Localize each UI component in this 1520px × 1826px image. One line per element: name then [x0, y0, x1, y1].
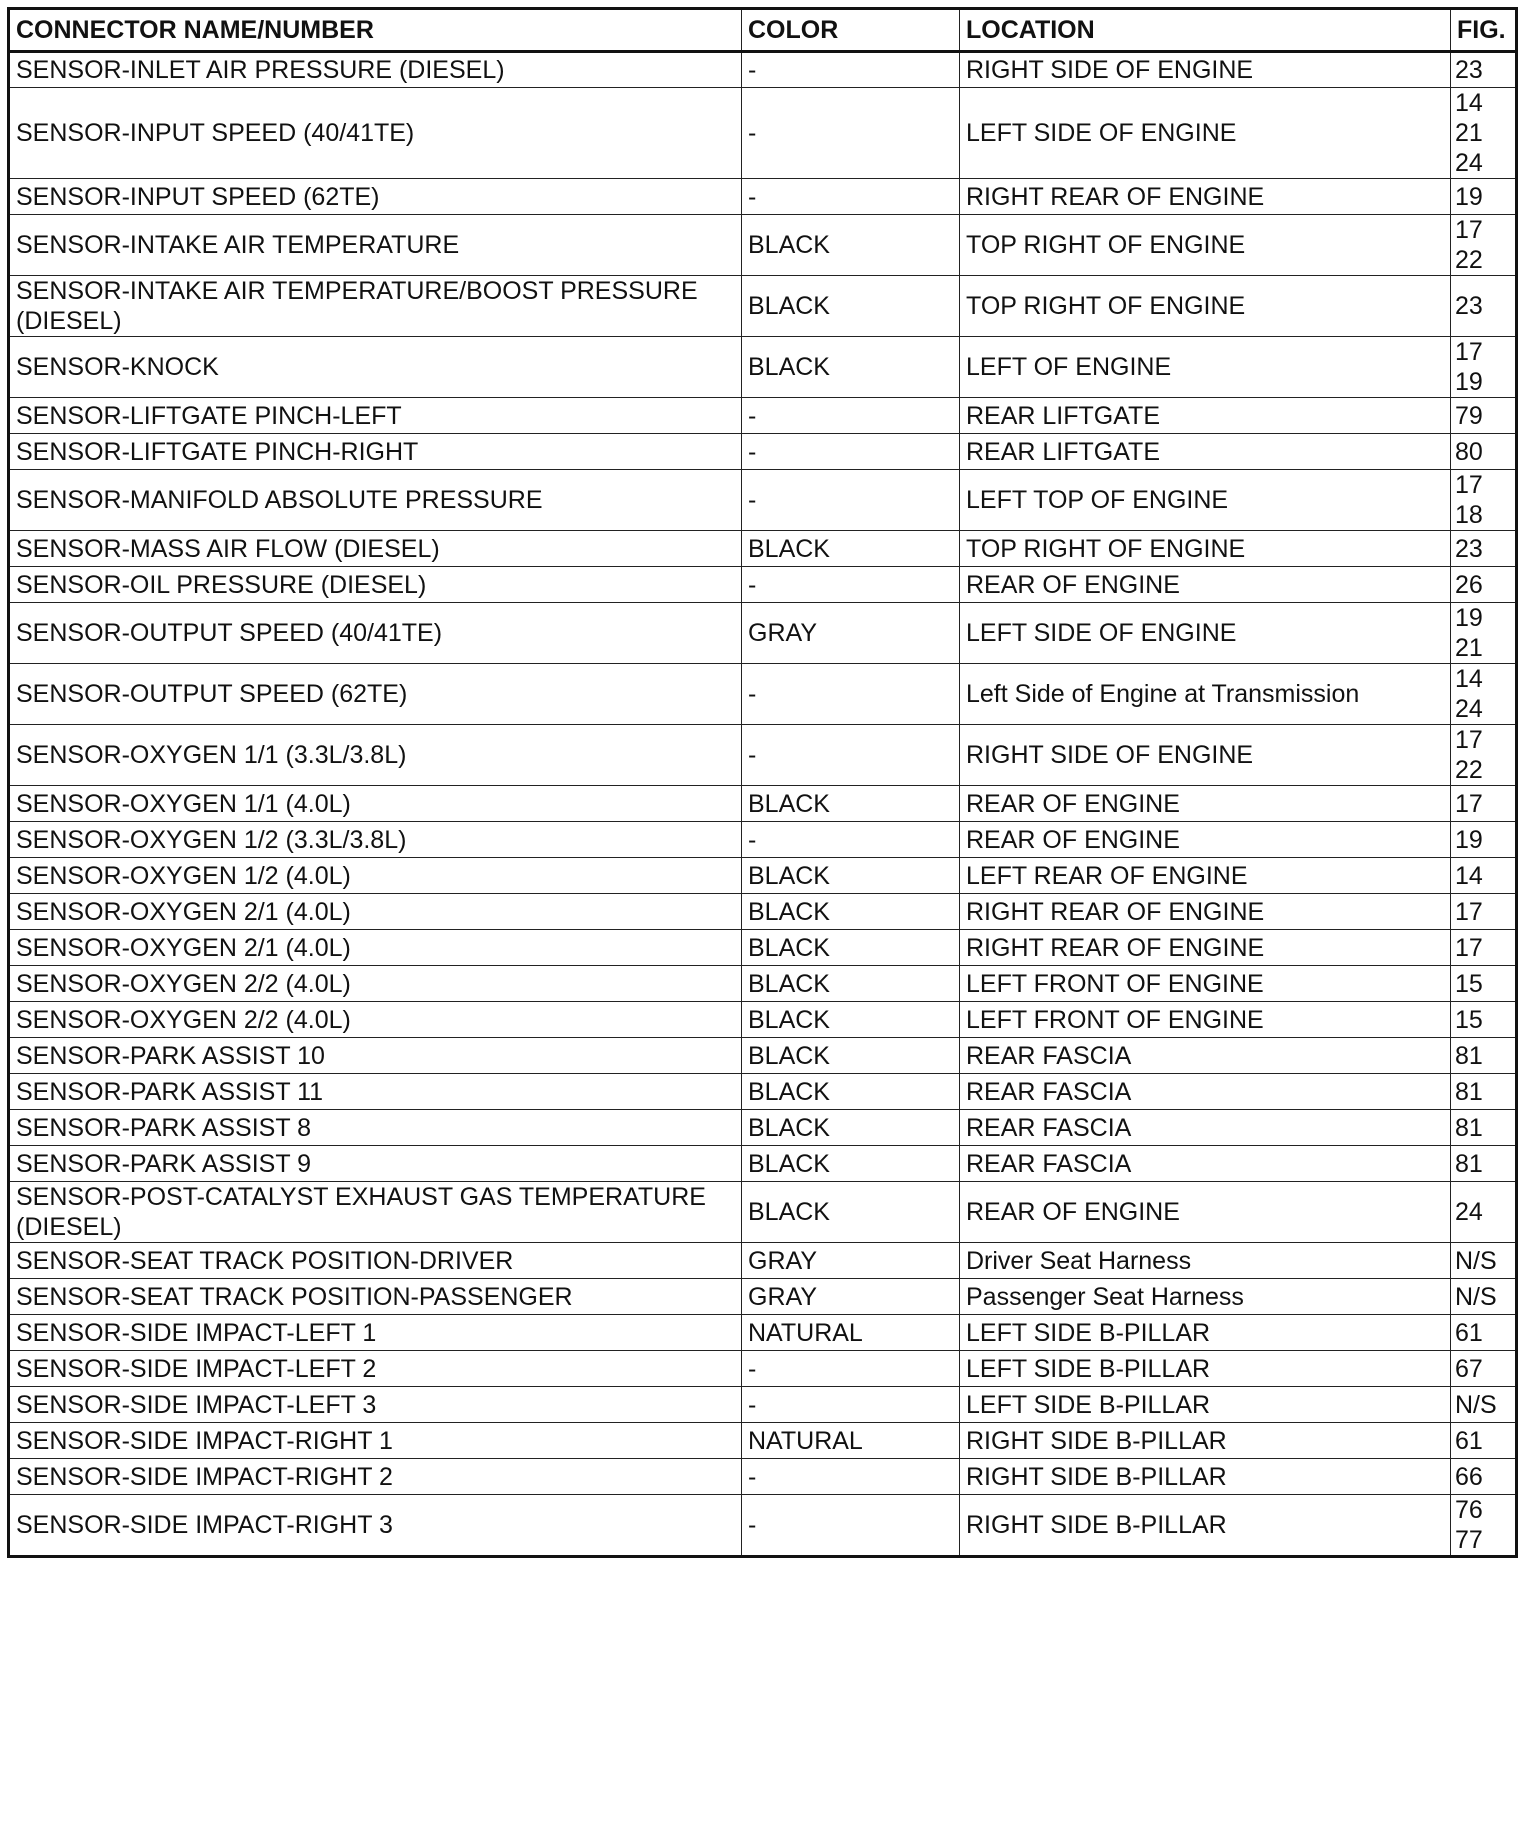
color-cell: BLACK — [742, 1002, 960, 1038]
fig-cell: 24 — [1451, 1182, 1517, 1243]
connector-name-cell: SENSOR-LIFTGATE PINCH-LEFT — [9, 398, 742, 434]
table-row — [9, 276, 1517, 337]
fig-cell: 81 — [1451, 1146, 1517, 1182]
color-cell: - — [742, 725, 960, 786]
color-cell: GRAY — [742, 603, 960, 664]
table-row — [9, 858, 1517, 894]
location-cell: REAR FASCIA — [960, 1110, 1451, 1146]
table-row — [9, 1146, 1517, 1182]
location-cell: REAR OF ENGINE — [960, 786, 1451, 822]
fig-cell: 14 21 24 — [1451, 88, 1517, 179]
fig-cell: 14 24 — [1451, 664, 1517, 725]
fig-cell: 14 — [1451, 858, 1517, 894]
location-cell: RIGHT REAR OF ENGINE — [960, 179, 1451, 215]
location-cell: RIGHT REAR OF ENGINE — [960, 894, 1451, 930]
table-row — [9, 930, 1517, 966]
location-cell: RIGHT SIDE B-PILLAR — [960, 1495, 1451, 1557]
fig-cell: N/S — [1451, 1279, 1517, 1315]
location-cell: REAR OF ENGINE — [960, 567, 1451, 603]
color-cell: NATURAL — [742, 1315, 960, 1351]
table-row — [9, 337, 1517, 398]
connector-name-cell: SENSOR-SIDE IMPACT-RIGHT 3 — [9, 1495, 742, 1557]
location-cell: RIGHT SIDE OF ENGINE — [960, 725, 1451, 786]
location-cell: LEFT SIDE B-PILLAR — [960, 1315, 1451, 1351]
table-row — [9, 1423, 1517, 1459]
table-body — [9, 52, 1517, 1557]
connector-name-cell: SENSOR-INTAKE AIR TEMPERATURE — [9, 215, 742, 276]
location-cell: LEFT SIDE OF ENGINE — [960, 88, 1451, 179]
table-row — [9, 88, 1517, 179]
color-cell: BLACK — [742, 858, 960, 894]
table-row — [9, 603, 1517, 664]
table-row — [9, 1387, 1517, 1423]
connector-name-cell: SENSOR-SEAT TRACK POSITION-DRIVER — [9, 1243, 742, 1279]
table-row — [9, 398, 1517, 434]
location-cell: TOP RIGHT OF ENGINE — [960, 531, 1451, 567]
color-cell: - — [742, 434, 960, 470]
connector-name-cell: SENSOR-INTAKE AIR TEMPERATURE/BOOST PRESSURE (DIESEL) — [9, 276, 742, 337]
connector-table — [7, 7, 1518, 1558]
location-cell: REAR LIFTGATE — [960, 398, 1451, 434]
color-cell: BLACK — [742, 531, 960, 567]
connector-name-cell: SENSOR-INPUT SPEED (40/41TE) — [9, 88, 742, 179]
fig-cell: 19 — [1451, 822, 1517, 858]
location-cell: LEFT TOP OF ENGINE — [960, 470, 1451, 531]
table-row — [9, 1038, 1517, 1074]
connector-name-cell: SENSOR-SIDE IMPACT-LEFT 1 — [9, 1315, 742, 1351]
connector-name-cell: SENSOR-KNOCK — [9, 337, 742, 398]
connector-name-cell: SENSOR-PARK ASSIST 9 — [9, 1146, 742, 1182]
fig-cell: 79 — [1451, 398, 1517, 434]
color-cell: - — [742, 470, 960, 531]
connector-name-cell: SENSOR-INPUT SPEED (62TE) — [9, 179, 742, 215]
fig-cell: 19 21 — [1451, 603, 1517, 664]
fig-cell: 17 — [1451, 786, 1517, 822]
location-cell: REAR OF ENGINE — [960, 1182, 1451, 1243]
connector-name-cell: SENSOR-MANIFOLD ABSOLUTE PRESSURE — [9, 470, 742, 531]
connector-name-cell: SENSOR-SIDE IMPACT-LEFT 2 — [9, 1351, 742, 1387]
table-row — [9, 1495, 1517, 1557]
connector-name-cell: SENSOR-POST-CATALYST EXHAUST GAS TEMPERATURE (DIESEL) — [9, 1182, 742, 1243]
location-cell: Left Side of Engine at Transmission — [960, 664, 1451, 725]
table-row — [9, 567, 1517, 603]
location-cell: RIGHT SIDE B-PILLAR — [960, 1423, 1451, 1459]
connector-name-cell: SENSOR-SEAT TRACK POSITION-PASSENGER — [9, 1279, 742, 1315]
table-row — [9, 1279, 1517, 1315]
location-cell: LEFT SIDE B-PILLAR — [960, 1351, 1451, 1387]
fig-cell: 17 19 — [1451, 337, 1517, 398]
connector-name-cell: SENSOR-OXYGEN 2/2 (4.0L) — [9, 1002, 742, 1038]
location-cell: RIGHT REAR OF ENGINE — [960, 930, 1451, 966]
column-header-color: COLOR — [742, 9, 960, 52]
color-cell: - — [742, 179, 960, 215]
fig-cell: N/S — [1451, 1243, 1517, 1279]
fig-cell: 17 — [1451, 930, 1517, 966]
connector-name-cell: SENSOR-OUTPUT SPEED (40/41TE) — [9, 603, 742, 664]
fig-cell: 67 — [1451, 1351, 1517, 1387]
connector-name-cell: SENSOR-INLET AIR PRESSURE (DIESEL) — [9, 52, 742, 88]
fig-cell: 81 — [1451, 1110, 1517, 1146]
location-cell: REAR LIFTGATE — [960, 434, 1451, 470]
fig-cell: 19 — [1451, 179, 1517, 215]
color-cell: BLACK — [742, 215, 960, 276]
table-row — [9, 1351, 1517, 1387]
color-cell: BLACK — [742, 1038, 960, 1074]
table-row — [9, 664, 1517, 725]
table-row — [9, 1110, 1517, 1146]
location-cell: TOP RIGHT OF ENGINE — [960, 276, 1451, 337]
table-row — [9, 966, 1517, 1002]
connector-name-cell: SENSOR-PARK ASSIST 8 — [9, 1110, 742, 1146]
color-cell: - — [742, 567, 960, 603]
table-row — [9, 434, 1517, 470]
color-cell: BLACK — [742, 930, 960, 966]
location-cell: LEFT SIDE OF ENGINE — [960, 603, 1451, 664]
location-cell: REAR OF ENGINE — [960, 822, 1451, 858]
fig-cell: 17 22 — [1451, 215, 1517, 276]
connector-name-cell: SENSOR-SIDE IMPACT-LEFT 3 — [9, 1387, 742, 1423]
connector-name-cell: SENSOR-OXYGEN 1/2 (3.3L/3.8L) — [9, 822, 742, 858]
table-row — [9, 1002, 1517, 1038]
table-row — [9, 1459, 1517, 1495]
fig-cell: 66 — [1451, 1459, 1517, 1495]
color-cell: BLACK — [742, 337, 960, 398]
fig-cell: 15 — [1451, 1002, 1517, 1038]
location-cell: RIGHT SIDE OF ENGINE — [960, 52, 1451, 88]
fig-cell: 15 — [1451, 966, 1517, 1002]
connector-name-cell: SENSOR-OUTPUT SPEED (62TE) — [9, 664, 742, 725]
fig-cell: 23 — [1451, 276, 1517, 337]
color-cell: - — [742, 52, 960, 88]
fig-cell: 76 77 — [1451, 1495, 1517, 1557]
connector-name-cell: SENSOR-OXYGEN 2/1 (4.0L) — [9, 930, 742, 966]
connector-name-cell: SENSOR-SIDE IMPACT-RIGHT 2 — [9, 1459, 742, 1495]
color-cell: GRAY — [742, 1279, 960, 1315]
location-cell: REAR FASCIA — [960, 1146, 1451, 1182]
color-cell: BLACK — [742, 276, 960, 337]
connector-name-cell: SENSOR-OXYGEN 2/1 (4.0L) — [9, 894, 742, 930]
connector-name-cell: SENSOR-SIDE IMPACT-RIGHT 1 — [9, 1423, 742, 1459]
table-row — [9, 215, 1517, 276]
fig-cell: 17 18 — [1451, 470, 1517, 531]
table-row — [9, 1074, 1517, 1110]
location-cell: LEFT OF ENGINE — [960, 337, 1451, 398]
location-cell: LEFT FRONT OF ENGINE — [960, 966, 1451, 1002]
location-cell: REAR FASCIA — [960, 1038, 1451, 1074]
color-cell: - — [742, 822, 960, 858]
color-cell: - — [742, 664, 960, 725]
column-header-fig: FIG. — [1451, 9, 1517, 52]
fig-cell: 23 — [1451, 531, 1517, 567]
location-cell: Driver Seat Harness — [960, 1243, 1451, 1279]
table-row — [9, 725, 1517, 786]
fig-cell: 61 — [1451, 1423, 1517, 1459]
connector-name-cell: SENSOR-MASS AIR FLOW (DIESEL) — [9, 531, 742, 567]
fig-cell: 81 — [1451, 1074, 1517, 1110]
table-row — [9, 470, 1517, 531]
color-cell: BLACK — [742, 1182, 960, 1243]
fig-cell: 81 — [1451, 1038, 1517, 1074]
location-cell: TOP RIGHT OF ENGINE — [960, 215, 1451, 276]
connector-name-cell: SENSOR-PARK ASSIST 10 — [9, 1038, 742, 1074]
color-cell: BLACK — [742, 1146, 960, 1182]
color-cell: - — [742, 1495, 960, 1557]
connector-name-cell: SENSOR-PARK ASSIST 11 — [9, 1074, 742, 1110]
fig-cell: 61 — [1451, 1315, 1517, 1351]
location-cell: LEFT SIDE B-PILLAR — [960, 1387, 1451, 1423]
connector-name-cell: SENSOR-OXYGEN 2/2 (4.0L) — [9, 966, 742, 1002]
header-row — [9, 9, 1517, 52]
connector-name-cell: SENSOR-OXYGEN 1/2 (4.0L) — [9, 858, 742, 894]
table-row — [9, 822, 1517, 858]
color-cell: BLACK — [742, 894, 960, 930]
fig-cell: 23 — [1451, 52, 1517, 88]
fig-cell: N/S — [1451, 1387, 1517, 1423]
table-row — [9, 1243, 1517, 1279]
table-header — [9, 9, 1517, 52]
column-header-name: CONNECTOR NAME/NUMBER — [9, 9, 742, 52]
color-cell: BLACK — [742, 966, 960, 1002]
location-cell: Passenger Seat Harness — [960, 1279, 1451, 1315]
color-cell: - — [742, 1351, 960, 1387]
table-row — [9, 531, 1517, 567]
table-row — [9, 894, 1517, 930]
connector-name-cell: SENSOR-OIL PRESSURE (DIESEL) — [9, 567, 742, 603]
color-cell: GRAY — [742, 1243, 960, 1279]
color-cell: - — [742, 88, 960, 179]
table-row — [9, 1182, 1517, 1243]
connector-name-cell: SENSOR-OXYGEN 1/1 (3.3L/3.8L) — [9, 725, 742, 786]
location-cell: LEFT REAR OF ENGINE — [960, 858, 1451, 894]
location-cell: LEFT FRONT OF ENGINE — [960, 1002, 1451, 1038]
connector-name-cell: SENSOR-LIFTGATE PINCH-RIGHT — [9, 434, 742, 470]
table-row — [9, 52, 1517, 88]
fig-cell: 17 — [1451, 894, 1517, 930]
fig-cell: 80 — [1451, 434, 1517, 470]
table-row — [9, 179, 1517, 215]
color-cell: - — [742, 1387, 960, 1423]
table-row — [9, 786, 1517, 822]
color-cell: BLACK — [742, 786, 960, 822]
color-cell: BLACK — [742, 1110, 960, 1146]
location-cell: REAR FASCIA — [960, 1074, 1451, 1110]
color-cell: - — [742, 1459, 960, 1495]
location-cell: RIGHT SIDE B-PILLAR — [960, 1459, 1451, 1495]
table-row — [9, 1315, 1517, 1351]
color-cell: NATURAL — [742, 1423, 960, 1459]
color-cell: - — [742, 398, 960, 434]
connector-name-cell: SENSOR-OXYGEN 1/1 (4.0L) — [9, 786, 742, 822]
fig-cell: 17 22 — [1451, 725, 1517, 786]
fig-cell: 26 — [1451, 567, 1517, 603]
column-header-location: LOCATION — [960, 9, 1451, 52]
color-cell: BLACK — [742, 1074, 960, 1110]
